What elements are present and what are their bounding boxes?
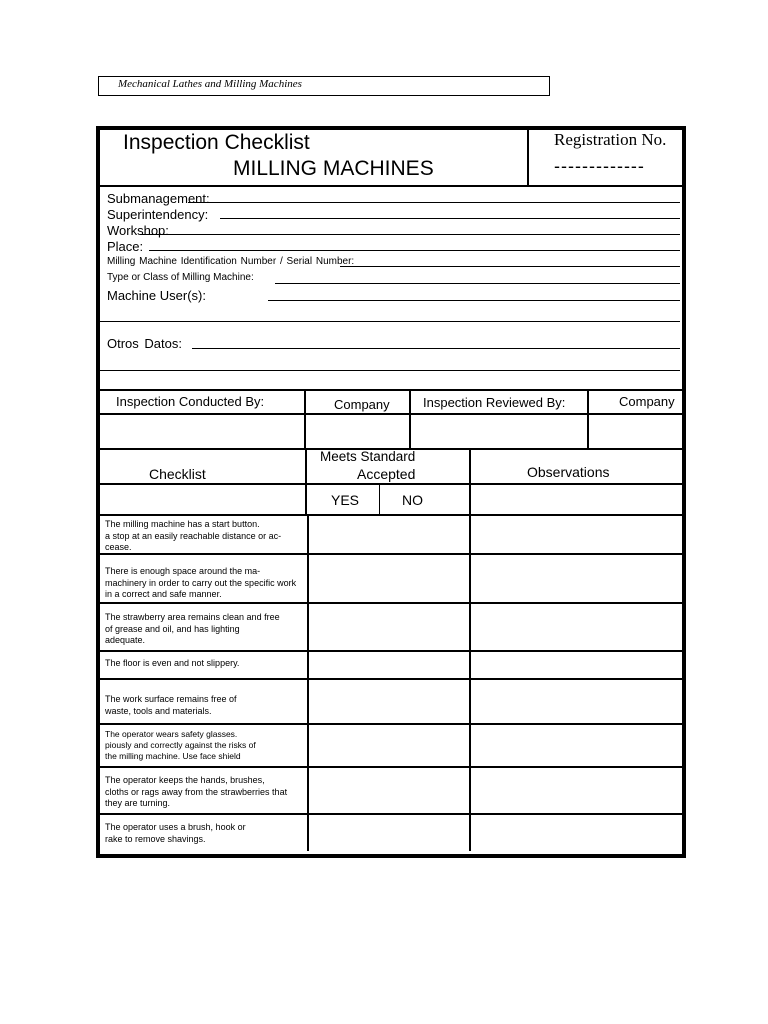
title-divider — [527, 130, 529, 186]
inspection-divider-3 — [587, 390, 589, 448]
checklist-item — [105, 822, 285, 845]
field-blank-line-2 — [100, 370, 680, 371]
field-place-line — [149, 250, 680, 251]
yes-no-divider — [379, 484, 380, 515]
fields-bottom-border — [100, 389, 682, 391]
table-row-border — [100, 766, 682, 768]
item-text-line: The strawberry area remains clean and free — [105, 612, 280, 622]
inspection-label-row-border — [100, 413, 682, 415]
table-header-bottom-border — [100, 514, 682, 516]
yes-header: YES — [331, 492, 360, 508]
item-text-line: a stop at an easily reachable distance or ac- — [105, 530, 282, 541]
document-header-box — [98, 76, 550, 96]
item-text-line: The work surface remains free of — [105, 694, 237, 704]
field-otros-datos-line — [192, 348, 680, 349]
field-workshop-label: Workshop: — [107, 223, 169, 238]
document-header-text: Mechanical Lathes and Milling Machines — [118, 78, 302, 90]
field-workshop-line — [140, 234, 680, 235]
item-text-line: cease. — [105, 542, 132, 552]
field-submanagement-line — [188, 202, 680, 203]
table-row-border — [100, 678, 682, 680]
table-row-border — [100, 650, 682, 652]
item-text-line: machinery in order to carry out the specific work — [105, 577, 297, 588]
checklist-item — [105, 519, 305, 554]
item-text-line: The operator uses a brush, hook or — [105, 822, 246, 832]
item-text-line: cloths or rags away from the strawberries that — [105, 786, 288, 797]
inspection-divider-2 — [409, 390, 411, 448]
observations-header: Observations — [527, 464, 610, 480]
item-text-line: in a correct and safe manner. — [105, 589, 222, 599]
inspection-divider-1 — [304, 390, 306, 448]
field-serial-number-line — [340, 266, 680, 267]
table-header-mid-border — [100, 483, 682, 485]
item-text-line: waste, tools and materials. — [105, 705, 212, 716]
inspection-conducted-by-label: Inspection Conducted By: — [116, 394, 265, 409]
item-text-line: The operator keeps the hands, brushes, — [105, 775, 265, 785]
field-machine-type-label: Type or Class of Milling Machine: — [107, 272, 254, 283]
field-superintendency-label: Superintendency: — [107, 207, 209, 222]
item-text-line: they are turning. — [105, 798, 171, 808]
field-superintendency-line — [220, 218, 680, 219]
table-row-border — [100, 813, 682, 815]
checklist-item — [105, 729, 305, 762]
table-row-border — [100, 602, 682, 604]
item-text-line: The operator wears safety glasses. — [105, 729, 238, 739]
inspection-company-2-label: Company — [619, 394, 675, 409]
registration-value: ------------- — [554, 156, 645, 176]
checklist-item — [105, 694, 305, 717]
inspection-company-1-label: Company — [334, 397, 390, 412]
field-machine-users-label: Machine User(s): — [107, 288, 206, 303]
inspection-reviewed-by-label: Inspection Reviewed By: — [423, 395, 566, 410]
registration-label: Registration No. — [554, 130, 667, 149]
item-text-line: the milling machine. Use face shield — [105, 751, 241, 761]
table-body-divider-2 — [469, 515, 471, 851]
table-header-divider-2 — [469, 449, 471, 515]
checklist-header: Checklist — [149, 466, 206, 482]
item-text-line: rake to remove shavings. — [105, 833, 206, 844]
table-header-divider-1 — [305, 449, 307, 515]
field-place-label: Place: — [107, 239, 144, 254]
checklist-item — [105, 566, 315, 601]
field-blank-line-1 — [100, 321, 680, 322]
item-text-line: The milling machine has a start button. — [105, 519, 260, 529]
table-row-border — [100, 723, 682, 725]
field-otros-datos-label: Otros Datos: — [107, 336, 182, 351]
accepted-header: Accepted — [357, 466, 416, 482]
checklist-item — [105, 775, 305, 810]
checklist-item — [105, 612, 316, 647]
form-title: Inspection Checklist — [123, 131, 310, 154]
item-text-line: piously and correctly against the risks of — [105, 740, 256, 750]
item-text-line: adequate. — [105, 635, 146, 645]
checklist-item — [105, 658, 305, 670]
item-text-line: of grease and oil, and has lighting — [105, 623, 240, 634]
field-submanagement-label: Submanagement: — [107, 191, 210, 206]
item-text-line: There is enough space around the ma- — [105, 566, 261, 576]
form-subtitle: MILLING MACHINES — [233, 157, 434, 180]
table-row-border — [100, 553, 682, 555]
field-machine-type-line — [275, 283, 680, 284]
no-header: NO — [402, 492, 423, 508]
title-bottom-border — [100, 185, 682, 187]
item-text-line: The floor is even and not slippery. — [105, 658, 240, 668]
meets-standard-header: Meets Standard — [320, 449, 416, 464]
field-serial-number-label: Milling Machine Identification Number / Serial Number: — [107, 256, 355, 267]
field-machine-users-line — [268, 300, 680, 301]
